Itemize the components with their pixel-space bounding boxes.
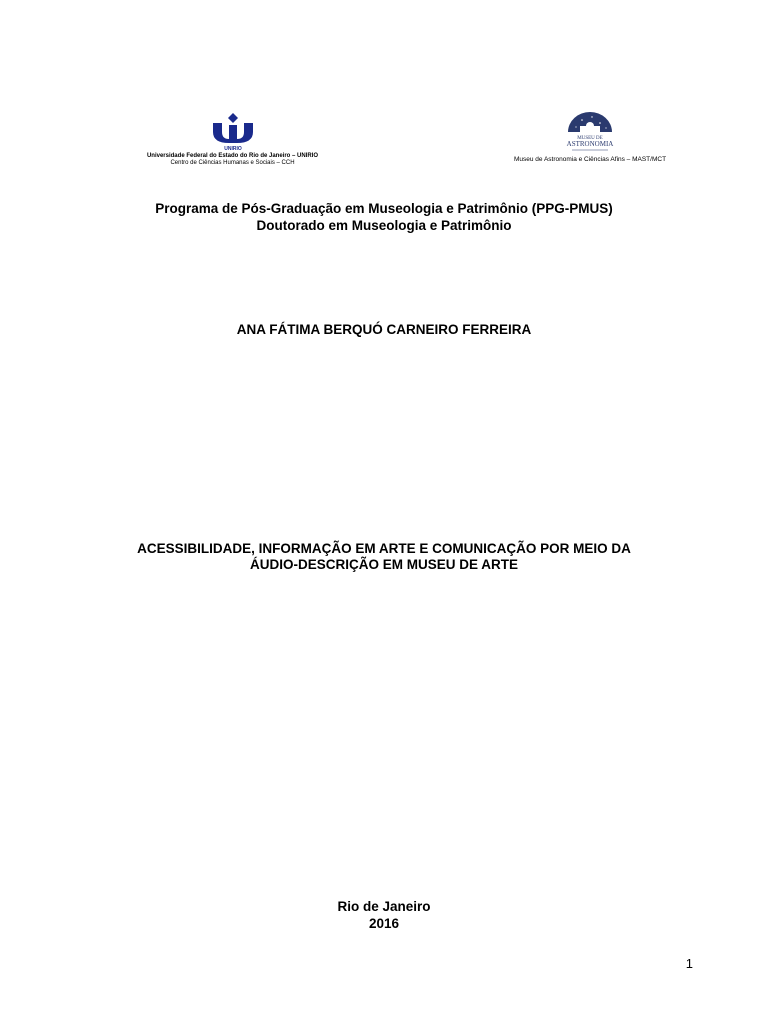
thesis-title-line1: ACESSIBILIDADE, INFORMAÇÃO EM ARTE E COMUNICAÇÃO POR MEIO DA — [137, 541, 631, 556]
page-number: 1 — [685, 956, 693, 971]
author-name: ANA FÁTIMA BERQUÓ CARNEIRO FERREIRA — [236, 322, 532, 337]
mast-caption: Museu de Astronomia e Ciências Afins – MAST/MCT — [513, 156, 667, 163]
doctorate-name: Doutorado em Museologia e Patrimônio — [256, 218, 512, 233]
mast-logo-line1: MUSEU DE — [577, 136, 603, 141]
thesis-title-line2: ÁUDIO-DESCRIÇÃO EM MUSEU DE ARTE — [249, 557, 518, 572]
center-name: Centro de Ciências Humanas e Sociais – CCH — [170, 160, 295, 166]
place-year-block — [0, 898, 768, 932]
year: 2016 — [368, 916, 400, 931]
mast-logo — [562, 110, 618, 154]
unirio-logo-text: UNIRIO — [223, 146, 242, 152]
program-block — [0, 200, 768, 234]
mast-header — [490, 110, 690, 164]
author-block — [0, 322, 768, 337]
place: Rio de Janeiro — [337, 899, 431, 914]
program-name: Programa de Pós-Graduação em Museologia e Patrimônio (PPG-PMUS) — [155, 201, 613, 216]
unirio-logo — [211, 112, 255, 152]
university-name: Universidade Federal do Estado do Rio de Janeiro – UNIRIO — [146, 153, 319, 159]
unirio-header — [110, 112, 355, 167]
mast-logo-line2: ASTRONOMIA — [566, 140, 614, 148]
thesis-title-block — [0, 541, 768, 573]
